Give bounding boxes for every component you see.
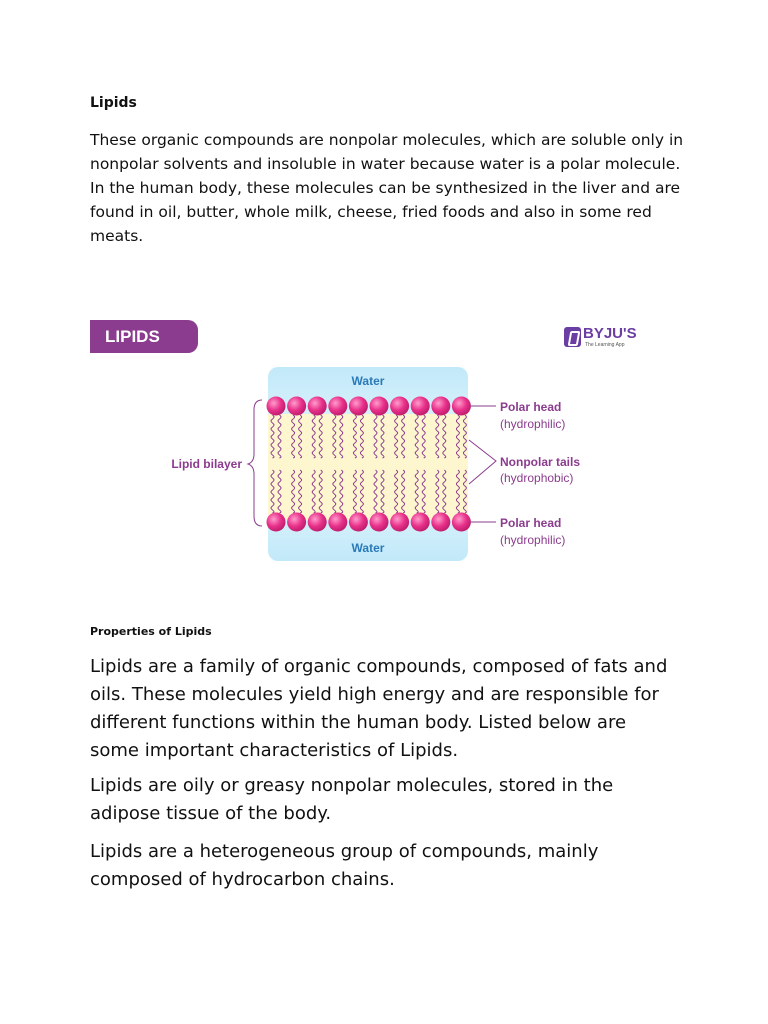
polar-head bbox=[390, 397, 409, 416]
polar-head bbox=[452, 397, 471, 416]
polar-head bbox=[431, 513, 450, 532]
polar-head bbox=[308, 397, 327, 416]
hydrophobic-label: (hydrophobic) bbox=[500, 471, 574, 485]
polar-head bbox=[349, 397, 368, 416]
bilayer-diagram bbox=[86, 318, 646, 568]
lipids-banner: LIPIDS bbox=[90, 320, 198, 353]
polar-head bbox=[452, 513, 471, 532]
brand-tagline: The Learning App bbox=[585, 342, 625, 348]
polar-head bbox=[287, 397, 306, 416]
properties-paragraph-3: Lipids are a heterogeneous group of compounds, mainly composed of hydrocarbon chains. bbox=[90, 841, 599, 890]
polar-head bbox=[308, 513, 327, 532]
hydrophilic-top-label: (hydrophilic) bbox=[500, 417, 566, 431]
document-heading: Lipids bbox=[90, 95, 137, 111]
polar-head bbox=[267, 513, 286, 532]
polar-head bbox=[411, 513, 430, 532]
bilayer-bracket bbox=[248, 400, 262, 526]
polar-head-top-label: Polar head bbox=[500, 400, 562, 414]
polar-head bbox=[390, 513, 409, 532]
properties-heading: Properties of Lipids bbox=[90, 625, 212, 638]
polar-head bbox=[349, 513, 368, 532]
polar-head bbox=[267, 397, 286, 416]
water-label-top: Water bbox=[351, 374, 385, 388]
polar-head bbox=[328, 397, 347, 416]
polar-head bbox=[431, 397, 450, 416]
polar-head bbox=[328, 513, 347, 532]
hydrophobic-core bbox=[268, 414, 468, 520]
brand-icon bbox=[564, 327, 581, 347]
lipid-bilayer-label: Lipid bilayer bbox=[171, 457, 242, 471]
polar-head bbox=[370, 513, 389, 532]
brand-name: BYJU'S bbox=[583, 325, 637, 342]
water-label-bottom: Water bbox=[351, 541, 385, 555]
polar-head bbox=[370, 397, 389, 416]
intro-paragraph: These organic compounds are nonpolar molecules, which are soluble only in nonpolar solvents and insoluble in water because water is a polar molecule. In the human body, these molecules can be synthesized in the liver and are found in oil, butter, whole milk, cheese, fried foods and also in some red meats. bbox=[90, 131, 684, 245]
properties-paragraph-1: Lipids are a family of organic compounds, composed of fats and oils. These molecules yield high energy and are responsible for different functions within the human body. Listed below are some important characteristics of Lipids. bbox=[90, 656, 668, 761]
polar-head bbox=[411, 397, 430, 416]
nonpolar-tails-pointer bbox=[469, 440, 496, 484]
properties-paragraph-2: Lipids are oily or greasy nonpolar molecules, stored in the adipose tissue of the body. bbox=[90, 775, 614, 824]
nonpolar-tails-label: Nonpolar tails bbox=[500, 455, 581, 469]
hydrophilic-bottom-label: (hydrophilic) bbox=[500, 533, 566, 547]
polar-head-bottom-label: Polar head bbox=[500, 516, 562, 530]
polar-head bbox=[287, 513, 306, 532]
lipid-bilayer-figure bbox=[86, 318, 646, 568]
